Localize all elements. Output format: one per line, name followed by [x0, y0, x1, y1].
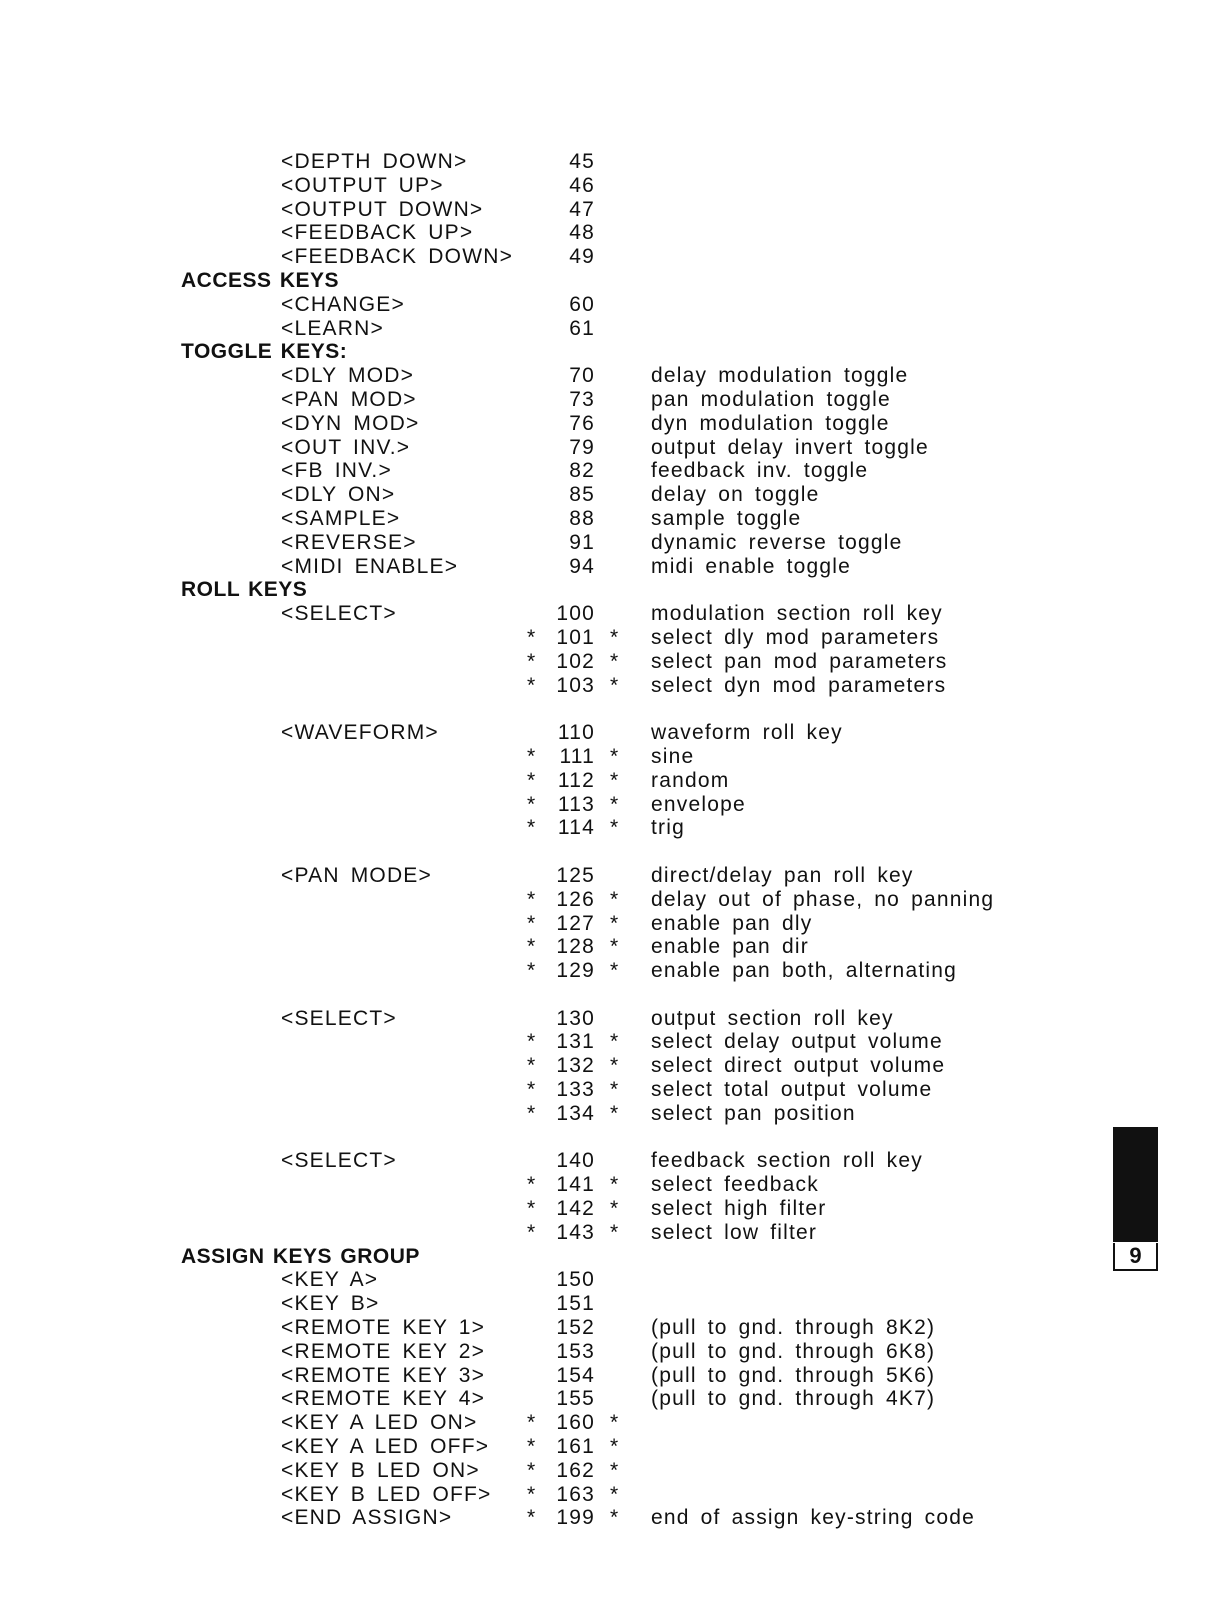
key-code: 155 [556, 1387, 595, 1411]
key-code: 162 [556, 1458, 595, 1482]
spacer-row [0, 697, 1229, 721]
table-row [0, 317, 1229, 341]
key-code: 110 [557, 721, 595, 745]
key-description: select direct output volume [651, 1054, 946, 1078]
spacer-row [0, 1126, 1229, 1150]
key-description: end of assign key-string code [651, 1506, 975, 1530]
table-row [0, 626, 1229, 650]
table-row [0, 1149, 1229, 1173]
table-row [0, 959, 1229, 983]
table-row [0, 1268, 1229, 1292]
key-description: enable pan both, alternating [651, 959, 957, 983]
key-description: sample toggle [651, 506, 802, 530]
key-code: 102 [556, 649, 595, 673]
table-row [0, 1411, 1229, 1435]
table-row [0, 816, 1229, 840]
key-name: <LEARN> [281, 316, 384, 340]
key-code: 73 [569, 387, 595, 411]
table-row [0, 364, 1229, 388]
asterisk-right: * [610, 1458, 620, 1482]
asterisk-left: * [527, 649, 537, 673]
key-description: direct/delay pan roll key [651, 863, 914, 887]
table-row [0, 531, 1229, 555]
key-name: <SELECT> [281, 1149, 397, 1173]
asterisk-right: * [610, 1220, 620, 1244]
table-row [0, 1340, 1229, 1364]
asterisk-right: * [610, 625, 620, 649]
key-description: sine [651, 744, 695, 768]
table-row [0, 721, 1229, 745]
table-row [0, 912, 1229, 936]
key-code: 163 [556, 1482, 595, 1506]
key-code: 125 [556, 863, 595, 887]
table-row [0, 1483, 1229, 1507]
table-row [0, 1197, 1229, 1221]
asterisk-left: * [527, 816, 537, 840]
key-name: <REMOTE KEY 2> [281, 1339, 486, 1363]
key-name: <KEY A LED ON> [281, 1411, 478, 1435]
table-row [0, 1387, 1229, 1411]
key-code: 85 [569, 483, 595, 507]
key-code: 142 [556, 1197, 595, 1221]
key-code: 61 [569, 316, 595, 340]
key-name: <FEEDBACK DOWN> [281, 245, 514, 269]
key-code: 130 [556, 1006, 595, 1030]
key-name: <REMOTE KEY 1> [281, 1316, 486, 1340]
asterisk-left: * [527, 1506, 537, 1530]
key-description: pan modulation toggle [651, 387, 891, 411]
section-heading-row [0, 1245, 1229, 1269]
key-code: 111 [559, 744, 595, 768]
table-row [0, 1078, 1229, 1102]
table-row [0, 507, 1229, 531]
key-code: 76 [569, 411, 595, 435]
table-row [0, 650, 1229, 674]
key-description: dynamic reverse toggle [651, 530, 903, 554]
key-code: 94 [569, 554, 595, 578]
asterisk-left: * [527, 625, 537, 649]
key-code-table [0, 150, 1229, 1530]
asterisk-left: * [527, 1435, 537, 1459]
table-row [0, 1102, 1229, 1126]
key-name: <FEEDBACK UP> [281, 221, 474, 245]
key-name: <MIDI ENABLE> [281, 554, 459, 578]
asterisk-right: * [610, 816, 620, 840]
section-heading-row [0, 340, 1229, 364]
table-row [0, 888, 1229, 912]
asterisk-right: * [610, 673, 620, 697]
asterisk-left: * [527, 1458, 537, 1482]
table-row [0, 1506, 1229, 1530]
table-row [0, 459, 1229, 483]
asterisk-right: * [610, 1030, 620, 1054]
key-code: 141 [556, 1173, 595, 1197]
key-name: <FB INV.> [281, 459, 392, 483]
key-code: 114 [557, 816, 595, 840]
key-description: enable pan dly [651, 911, 813, 935]
asterisk-left: * [527, 911, 537, 935]
key-code: 152 [556, 1316, 595, 1340]
key-description: enable pan dir [651, 935, 809, 959]
key-description: select dyn mod parameters [651, 673, 947, 697]
table-row [0, 150, 1229, 174]
key-code: 129 [556, 959, 595, 983]
table-row [0, 1173, 1229, 1197]
key-name: <KEY A> [281, 1268, 379, 1292]
key-code: 70 [569, 364, 595, 388]
key-description: output delay invert toggle [651, 435, 929, 459]
asterisk-right: * [610, 959, 620, 983]
section-heading: ROLL KEYS [181, 578, 308, 602]
key-description: select feedback [651, 1173, 819, 1197]
asterisk-left: * [527, 1197, 537, 1221]
key-description: select delay output volume [651, 1030, 943, 1054]
key-code: 79 [569, 435, 595, 459]
key-code: 47 [569, 197, 595, 221]
key-code: 82 [569, 459, 595, 483]
asterisk-right: * [610, 1173, 620, 1197]
section-heading: TOGGLE KEYS: [181, 340, 348, 364]
key-name: <DYN MOD> [281, 411, 420, 435]
asterisk-right: * [610, 1078, 620, 1102]
asterisk-left: * [527, 1078, 537, 1102]
key-code: 154 [556, 1363, 595, 1387]
asterisk-left: * [527, 673, 537, 697]
asterisk-left: * [527, 1030, 537, 1054]
key-code: 161 [556, 1435, 595, 1459]
asterisk-left: * [527, 1101, 537, 1125]
key-name: <DLY MOD> [281, 364, 415, 388]
key-code: 101 [556, 625, 595, 649]
key-name: <OUTPUT DOWN> [281, 197, 484, 221]
asterisk-right: * [610, 1435, 620, 1459]
key-code: 45 [569, 150, 595, 173]
key-description: waveform roll key [651, 721, 843, 745]
key-name: <SELECT> [281, 602, 397, 626]
asterisk-left: * [527, 1173, 537, 1197]
asterisk-right: * [610, 935, 620, 959]
asterisk-right: * [610, 1054, 620, 1078]
key-code: 60 [569, 292, 595, 316]
page-number: 9 [1113, 1243, 1158, 1271]
table-row [0, 1221, 1229, 1245]
key-description: feedback section roll key [651, 1149, 923, 1173]
section-heading-row [0, 578, 1229, 602]
key-name: <PAN MOD> [281, 387, 417, 411]
asterisk-right: * [610, 649, 620, 673]
key-description: midi enable toggle [651, 554, 852, 578]
key-code: 151 [556, 1292, 595, 1316]
table-row [0, 221, 1229, 245]
key-code: 133 [556, 1078, 595, 1102]
key-code: 103 [556, 673, 595, 697]
table-row [0, 412, 1229, 436]
key-name: <OUTPUT UP> [281, 173, 444, 197]
table-row [0, 174, 1229, 198]
table-row [0, 388, 1229, 412]
key-description: (pull to gnd. through 4K7) [651, 1387, 936, 1411]
asterisk-right: * [610, 887, 620, 911]
key-name: <KEY B LED ON> [281, 1458, 480, 1482]
asterisk-right: * [610, 768, 620, 792]
asterisk-left: * [527, 744, 537, 768]
asterisk-left: * [527, 1411, 537, 1435]
table-row [0, 293, 1229, 317]
table-row [0, 1316, 1229, 1340]
spacer-row [0, 983, 1229, 1007]
key-code: 153 [556, 1339, 595, 1363]
table-row [0, 745, 1229, 769]
key-name: <DLY ON> [281, 483, 396, 507]
key-description: select low filter [651, 1220, 818, 1244]
asterisk-left: * [527, 792, 537, 816]
key-name: <REMOTE KEY 4> [281, 1387, 486, 1411]
key-name: <KEY A LED OFF> [281, 1435, 490, 1459]
key-code: 88 [569, 506, 595, 530]
key-description: envelope [651, 792, 746, 816]
key-name: <REMOTE KEY 3> [281, 1363, 486, 1387]
asterisk-left: * [527, 768, 537, 792]
table-row [0, 1054, 1229, 1078]
asterisk-right: * [610, 744, 620, 768]
key-code: 46 [569, 173, 595, 197]
asterisk-right: * [610, 1197, 620, 1221]
key-code: 126 [556, 887, 595, 911]
key-code: 134 [556, 1101, 595, 1125]
table-row [0, 674, 1229, 698]
key-code: 143 [556, 1220, 595, 1244]
key-code: 49 [569, 245, 595, 269]
key-name: <END ASSIGN> [281, 1506, 453, 1530]
asterisk-left: * [527, 1054, 537, 1078]
key-description: delay on toggle [651, 483, 820, 507]
key-code: 131 [556, 1030, 595, 1054]
asterisk-right: * [610, 1482, 620, 1506]
key-description: (pull to gnd. through 5K6) [651, 1363, 936, 1387]
table-row [0, 1030, 1229, 1054]
key-description: delay out of phase, no panning [651, 887, 995, 911]
key-name: <KEY B> [281, 1292, 380, 1316]
section-heading: ACCESS KEYS [181, 268, 340, 292]
asterisk-right: * [610, 911, 620, 935]
key-name: <WAVEFORM> [281, 721, 439, 745]
key-description: trig [651, 816, 685, 840]
key-code: 100 [556, 602, 595, 626]
key-description: feedback inv. toggle [651, 459, 869, 483]
asterisk-left: * [527, 935, 537, 959]
key-description: (pull to gnd. through 6K8) [651, 1339, 936, 1363]
key-description: random [651, 768, 730, 792]
asterisk-left: * [527, 1220, 537, 1244]
table-row [0, 864, 1229, 888]
key-description: select pan position [651, 1101, 856, 1125]
key-name: <KEY B LED OFF> [281, 1482, 492, 1506]
table-row [0, 1292, 1229, 1316]
key-code: 112 [557, 768, 595, 792]
key-description: select pan mod parameters [651, 649, 948, 673]
key-description: modulation section roll key [651, 602, 943, 626]
key-name: <SAMPLE> [281, 506, 401, 530]
table-row [0, 1364, 1229, 1388]
key-description: dyn modulation toggle [651, 411, 890, 435]
table-row [0, 1435, 1229, 1459]
key-description: select high filter [651, 1197, 827, 1221]
section-heading-row [0, 269, 1229, 293]
table-row [0, 436, 1229, 460]
key-name: <PAN MODE> [281, 863, 432, 887]
section-tab-marker [1113, 1127, 1158, 1242]
key-code: 160 [556, 1411, 595, 1435]
asterisk-right: * [610, 1411, 620, 1435]
key-name: <OUT INV.> [281, 435, 411, 459]
table-row [0, 245, 1229, 269]
key-name: <DEPTH DOWN> [281, 150, 468, 173]
key-name: <SELECT> [281, 1006, 397, 1030]
asterisk-left: * [527, 887, 537, 911]
key-code: 48 [569, 221, 595, 245]
key-description: delay modulation toggle [651, 364, 909, 388]
spacer-row [0, 840, 1229, 864]
key-code: 113 [557, 792, 595, 816]
key-code: 128 [556, 935, 595, 959]
asterisk-left: * [527, 959, 537, 983]
key-code: 127 [556, 911, 595, 935]
table-row [0, 1459, 1229, 1483]
key-name: <REVERSE> [281, 530, 417, 554]
asterisk-right: * [610, 1101, 620, 1125]
key-code: 140 [556, 1149, 595, 1173]
key-code: 132 [556, 1054, 595, 1078]
asterisk-right: * [610, 792, 620, 816]
asterisk-left: * [527, 1482, 537, 1506]
table-row [0, 198, 1229, 222]
key-description: select total output volume [651, 1078, 933, 1102]
key-name: <CHANGE> [281, 292, 405, 316]
table-row [0, 935, 1229, 959]
table-row [0, 555, 1229, 579]
key-description: output section roll key [651, 1006, 894, 1030]
table-row [0, 1007, 1229, 1031]
key-description: select dly mod parameters [651, 625, 940, 649]
section-heading: ASSIGN KEYS GROUP [181, 1244, 420, 1268]
table-row [0, 769, 1229, 793]
key-code: 199 [556, 1506, 595, 1530]
table-row [0, 602, 1229, 626]
key-code: 91 [569, 530, 595, 554]
table-row [0, 483, 1229, 507]
asterisk-right: * [610, 1506, 620, 1530]
table-row [0, 793, 1229, 817]
key-code: 150 [556, 1268, 595, 1292]
key-description: (pull to gnd. through 8K2) [651, 1316, 936, 1340]
